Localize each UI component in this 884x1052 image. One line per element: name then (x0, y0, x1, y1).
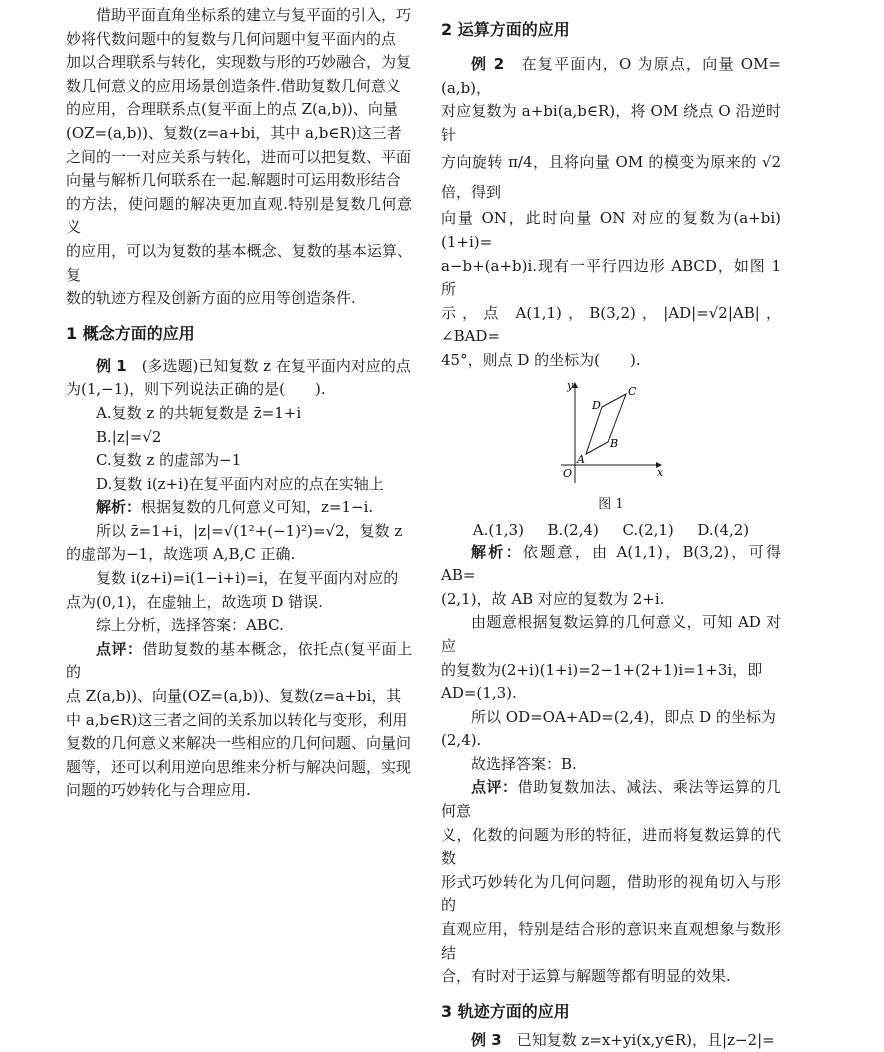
example-2-line: 45°，则点 D 的坐标为( ). (441, 350, 641, 369)
intro-line: 之间的一一对应关系与转化，进而可以把复数、平面 (66, 147, 412, 166)
y-axis-label: y (567, 378, 574, 392)
solution-label: 解析： (96, 498, 142, 517)
example-3-line (441, 1029, 781, 1052)
solution-text: 依题意，由 A(1,1)，B(3,2)，可得 AB= (441, 542, 781, 585)
solution-text: 根据复数的几何意义可知，z=1−i. (141, 498, 374, 517)
point-b-label: B (610, 436, 619, 450)
example-2-label: 例 2 (471, 55, 505, 73)
solution-line: (2,4). (441, 731, 482, 750)
origin-label: O (563, 466, 573, 480)
option-a: A.(1,3) (472, 520, 524, 539)
intro-line: 的应用，合理联系点(复平面上的点 Z(a,b))、向量 (66, 100, 398, 119)
solution-line: 复数 i(z+i)=i(1−i+i)=i，在复平面内对应的 (96, 569, 399, 588)
example-3-text: 已知复数 z=x+yi(x,y∈R)，且|z−2|= (516, 1030, 775, 1049)
solution-label: 解析： (471, 542, 523, 561)
solution-line: 的复数为(2+i)(1+i)=2−1+(2+1)i=1+3i，即 (441, 660, 763, 679)
intro-line: (OZ=(a,b))、复数(z=a+bi，其中 a,b∈R)这三者 (66, 123, 402, 142)
point-d-label: D (592, 398, 601, 412)
solution-line: 由题意根据复数运算的几何意义，可知 AD 对应 (441, 613, 781, 655)
intro-line: 借助平面直角坐标系的建立与复平面的引入，巧 (96, 6, 412, 24)
solution-line: 综上分析，选择答案：ABC. (96, 616, 284, 635)
example-1-label: 例 1 (96, 356, 127, 375)
comment-label: 点评： (96, 639, 143, 658)
comment-line: 题等，还可以利用逆向思维来分析与解决问题，实现 (66, 757, 412, 776)
point-c-label: C (628, 384, 637, 398)
comment-line: 形式巧妙转化为几何问题，借助形的视角切入与形的 (441, 872, 781, 915)
figure-caption: 图 1 (598, 496, 624, 512)
intro-line: 的应用，可以为复数的基本概念、复数的基本运算、复 (66, 241, 412, 284)
comment-line (441, 776, 781, 823)
solution-line: 故选择答案：B. (471, 754, 577, 773)
intro-line: 向量与解析几何联系在一起.解题时可运用数形结合 (66, 171, 401, 190)
comment-line: 合，有时对于运算与解题等都有明显的效果. (441, 967, 731, 986)
solution-line (441, 541, 781, 588)
solution-line: AD=(1,3). (441, 684, 517, 703)
figure-1 (441, 379, 781, 513)
comment-line: 复数的几何意义来解决一些相应的几何问题、向量问 (66, 734, 412, 753)
point-a-label: A (577, 452, 585, 466)
example-1-text: (多选题)已知复数 z 在复平面内对应的点 (141, 356, 411, 375)
example-2-line: 示，点 A(1,1)，B(3,2)，|AD|=√2|AB|，∠BAD= (441, 303, 781, 346)
option-b: B.(2,4) (547, 520, 599, 539)
solution-line: 所以 z̄=1+i，|z|=√(1²+(−1)²)=√2，复数 z (96, 521, 403, 540)
intro-line: 加以合理联系与转化，实现数与形的巧妙融合，为复 (66, 53, 412, 72)
comment-line: 义，化数的问题为形的特征，进而将复数运算的代数 (441, 825, 781, 868)
section-heading: 1 概念方面的应用 (66, 323, 195, 343)
example-2-line (441, 53, 781, 100)
comment-text: 借助复数加法、减法、乘法等运算的几何意 (441, 778, 781, 821)
comment-text: 借助复数的基本概念，依托点(复平面上的 (66, 639, 412, 682)
example-3-label: 例 3 (471, 1030, 502, 1049)
solution-line: 所以 OD=OA+AD=(2,4)，即点 D 的坐标为 (471, 707, 776, 726)
intro-line: 的方法，使问题的解决更加直观.特别是复数几何意义 (66, 194, 412, 237)
intro-line: 数的轨迹方程及创新方面的应用等创造条件. (66, 289, 356, 308)
right-column (441, 0, 781, 1052)
comment-line: 直观应用，特别是结合形的意识来直观想象与数形结 (441, 920, 781, 962)
section-heading: 3 轨迹方面的应用 (441, 1001, 570, 1021)
option-d: D.复数 i(z+i)在复平面内对应的点在实轴上 (96, 474, 384, 493)
section-heading: 2 运算方面的应用 (441, 20, 570, 39)
example-2-options (441, 519, 781, 541)
option-b: B.|z|=√2 (96, 427, 162, 446)
example-2-text: 在复平面内，O 为原点，向量 OM=(a,b)， (441, 55, 781, 97)
comment-line: 中 a,b∈R)这三者之间的关系加以转化与变形，利用 (66, 710, 408, 729)
comment-label: 点评： (471, 778, 518, 797)
example-2-line: 对应复数为 a+bi(a,b∈R)，将 OM 绕点 O 沿逆时针 (441, 102, 781, 144)
option-a: A.复数 z 的共轭复数是 z̄=1+i (96, 403, 302, 422)
example-1-line: 为(1,−1)，则下列说法正确的是( ). (66, 380, 326, 399)
option-c: C.复数 z 的虚部为−1 (96, 451, 242, 470)
comment-line: 点 Z(a,b))、向量(OZ=(a,b))、复数(z=a+bi，其 (66, 687, 402, 706)
parallelogram-diagram (553, 379, 673, 491)
intro-line: 妙将代数问题中的复数与几何问题中复平面内的点 (66, 29, 397, 48)
solution-line: (2,1)，故 AB 对应的复数为 2+i. (441, 589, 665, 608)
option-c: C.(2,1) (622, 520, 674, 539)
comment-line (66, 638, 412, 685)
comment-line: 问题的巧妙转化与合理应用. (66, 781, 251, 800)
option-d: D.(4,2) (697, 520, 750, 539)
example-2-line: 向量 ON，此时向量 ON 对应的复数为(a+bi)(1+i)= (441, 209, 781, 251)
solution-line: 的虚部为−1，故选项 A,B,C 正确. (66, 545, 296, 564)
x-axis-label: x (657, 465, 664, 479)
solution-line: 点为(0,1)，在虚轴上，故选项 D 错误. (66, 592, 323, 611)
solution-line (66, 496, 412, 520)
example-2-line: a−b+(a+b)i.现有一平行四边形 ABCD，如图 1 所 (441, 256, 781, 299)
example-2-line: 方向旋转 π/4，且将向量 OM 的模变为原来的 √2 倍，得到 (441, 153, 781, 202)
example-1-line (66, 355, 412, 379)
intro-line: 数几何意义的应用场景创造条件.借助复数几何意义 (66, 76, 401, 95)
left-column (66, 0, 412, 803)
